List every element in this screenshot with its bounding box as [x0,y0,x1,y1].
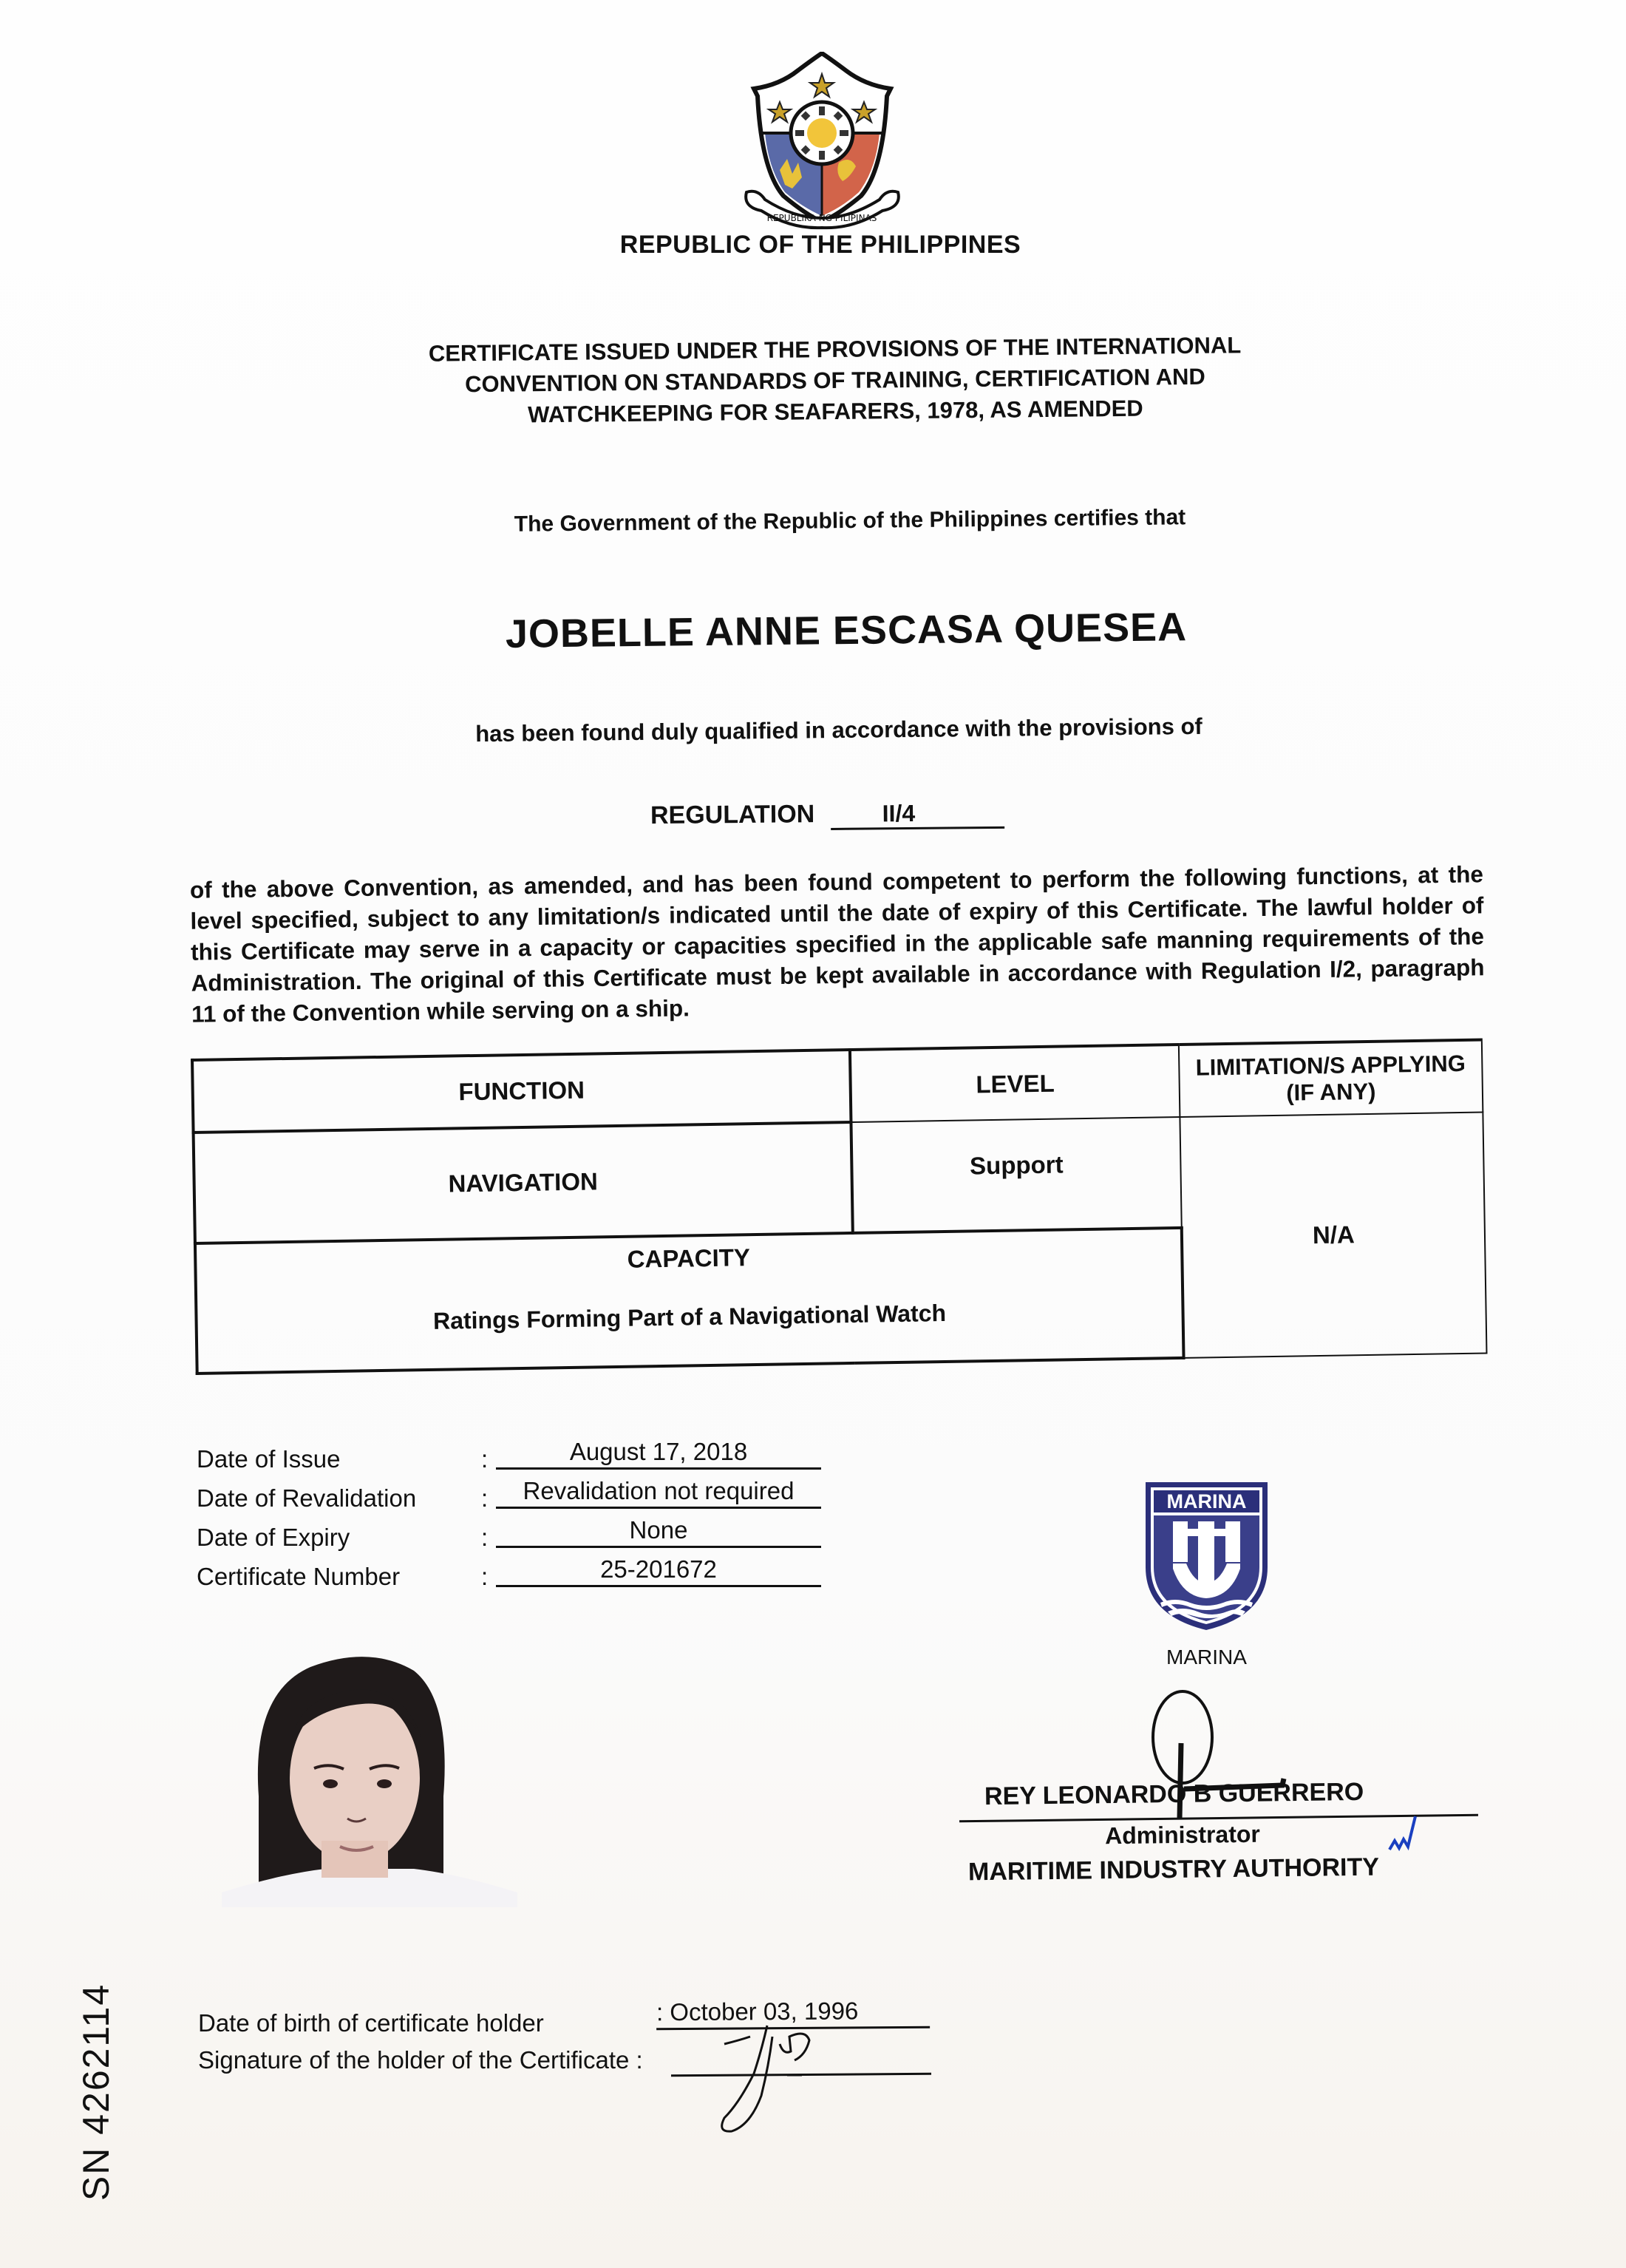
detail-colon: : [481,1524,489,1551]
serial-number [74,1944,118,2240]
marina-anchor-logo-icon [1142,1478,1271,1634]
header-limitations: LIMITATION/S APPLYING (IF ANY) [1179,1040,1483,1117]
seal-ribbon-text: REPUBLIKA NG PILIPINAS [766,213,877,223]
marina-badge-text: MARINA [1166,1490,1247,1512]
detail-colon: : [481,1484,489,1512]
detail-row-expiry [197,1516,847,1555]
signatory-name: REY LEONARDO B GUERRERO [984,1777,1364,1811]
holder-photo [222,1649,517,1907]
detail-value: None [496,1516,821,1548]
regulation-value: II/4 [831,799,1004,830]
certifies-statement: The Government of the Republic of the Philippines certifies that [514,505,1186,537]
detail-label: Date of Expiry [197,1524,350,1551]
issuing-authority: MARITIME INDUSTRY AUTHORITY [967,1853,1380,1887]
detail-label: Date of Issue [197,1445,341,1473]
detail-colon: : [481,1563,489,1590]
certificate-body-text: of the above Convention, as amended, and has been found competent to perform the following functions, at the level specified, subject to any limitation/s indicated until the date of expiry of this Certificate. The lawful holder of this Certificate may serve in a capacity or capacities specified in the applicable safe manning requirements of the Administration. The original of this Certificate must be kept available in accordance with Regulation I/2, paragraph 11 of the Convention while serving on a ship. [189,860,1485,1028]
convention-line: CONVENTION ON STANDARDS OF TRAINING, CERTIFICATION AND [464,363,1206,398]
philippine-seal-icon [739,52,905,233]
detail-row-revalidation [197,1477,847,1516]
capacity-value: Ratings Forming Part of a Navigational Watch [432,1299,947,1334]
certificate-details [197,1438,847,1595]
convention-line: CERTIFICATE ISSUED UNDER THE PROVISIONS OF THE INTERNATIONAL [428,332,1242,367]
detail-value: Revalidation not required [496,1477,821,1509]
dob-value: : October 03, 1996 [656,1997,930,2031]
cell-function: NAVIGATION [194,1122,853,1243]
detail-value: 25-201672 [496,1555,821,1587]
detail-colon: : [481,1445,489,1473]
qualified-statement: has been found duly qualified in accordance with the provisions of [475,713,1203,747]
header-function: FUNCTION [192,1050,851,1133]
convention-heading [369,329,1301,432]
detail-value: August 17, 2018 [496,1438,821,1470]
cell-limitations: N/A [1180,1113,1486,1358]
dob-label: Date of birth of certificate holder [198,2009,544,2037]
serial-number-text: SN 4262114 [75,1983,117,2201]
holder-signature [710,2022,865,2133]
marina-caption: MARINA [1166,1646,1247,1668]
signatory-title: Administrator [1104,1820,1261,1850]
holder-name: JOBELLE ANNE ESCASA QUESEA [505,605,1188,656]
header-level: LEVEL [850,1045,1180,1122]
capacity-label: CAPACITY [627,1243,751,1273]
function-table [191,1039,1488,1375]
initials-mark [1386,1813,1423,1857]
detail-row-certificate-number [197,1555,847,1595]
detail-label: Certificate Number [197,1563,401,1590]
regulation-line [650,798,1004,832]
country-title: REPUBLIC OF THE PHILIPPINES [619,231,1021,259]
detail-label: Date of Revalidation [197,1484,417,1512]
holder-signature-label: Signature of the holder of the Certificate : [198,2046,643,2074]
regulation-label: REGULATION [650,800,815,830]
capacity-cell [195,1228,1184,1374]
cell-level: Support [851,1117,1181,1233]
detail-row-issue [197,1438,847,1477]
convention-line: WATCHKEEPING FOR SEAFARERS, 1978, AS AMENDED [527,395,1143,428]
